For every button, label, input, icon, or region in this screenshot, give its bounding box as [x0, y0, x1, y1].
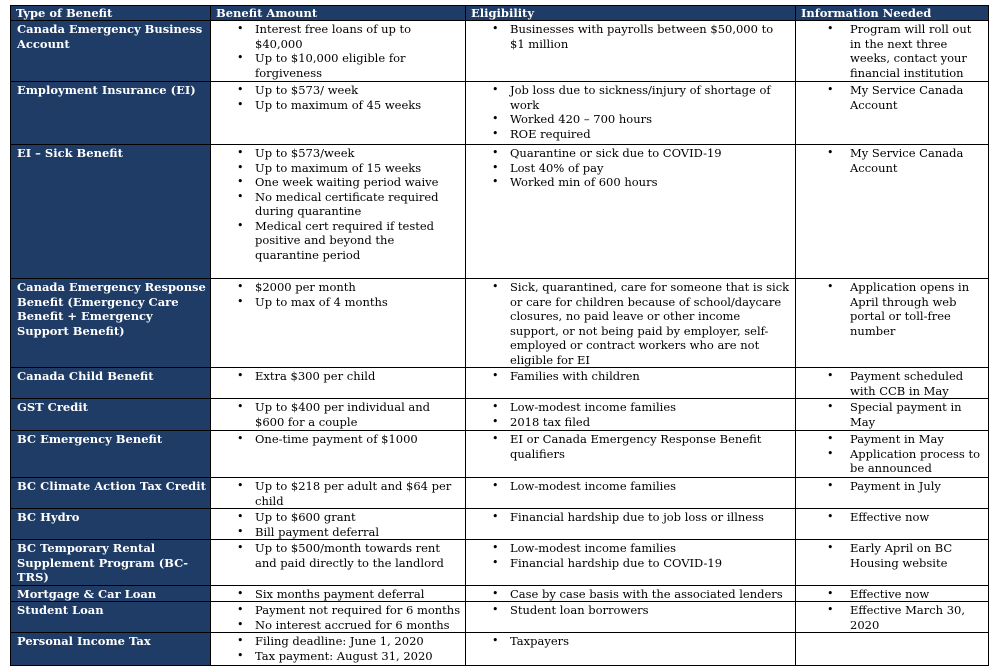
bullet-item: • Application process to be announced	[800, 447, 984, 476]
eligibility-cell	[466, 368, 796, 399]
bullet-item: • EI or Canada Emergency Response Benefit qualifiers	[470, 432, 791, 461]
header-benefit-amount: Benefit Amount	[211, 6, 466, 21]
information-needed-cell	[796, 368, 989, 399]
eligibility-cell	[466, 540, 796, 586]
bullet-list	[470, 603, 791, 618]
bullet-item: • Effective now	[800, 587, 984, 602]
bullet-item: • Effective March 30, 2020	[800, 603, 984, 632]
bullet-list	[800, 603, 984, 632]
bullet-item: • Payment in July	[800, 479, 984, 494]
eligibility-cell	[466, 21, 796, 82]
bullet-item: • Businesses with payrolls between $50,000 to $1 million	[470, 22, 791, 51]
table-row	[11, 509, 989, 540]
bullet-item: • My Service Canada Account	[800, 83, 984, 112]
bullet-item: • Payment not required for 6 months	[215, 603, 461, 618]
bullet-list	[800, 369, 984, 398]
bullet-item: • Sick, quarantined, care for someone that is sick or care for children because of school/daycare closures, no paid leave or other income support, or not being paid by employer, self-employed or contract workers who are not eligible for EI	[470, 280, 791, 367]
information-needed-cell	[796, 509, 989, 540]
benefit-type-cell: BC Emergency Benefit	[11, 431, 211, 478]
benefit-type-cell: BC Climate Action Tax Credit	[11, 478, 211, 509]
benefit-type-cell: GST Credit	[11, 399, 211, 431]
information-needed-cell	[796, 602, 989, 633]
table-row	[11, 585, 989, 602]
bullet-list	[800, 541, 984, 570]
bullet-item: • Bill payment deferral	[215, 525, 461, 540]
bullet-item: • Low-modest income families	[470, 479, 791, 494]
benefit-amount-cell	[211, 602, 466, 633]
bullet-item: • One week waiting period waive	[215, 175, 461, 190]
bullet-item: • Financial hardship due to job loss or illness	[470, 510, 791, 525]
table-row	[11, 540, 989, 586]
benefit-type-cell: Student Loan	[11, 602, 211, 633]
bullet-list	[215, 541, 461, 570]
bullet-list	[470, 510, 791, 525]
bullet-list	[800, 479, 984, 494]
information-needed-cell	[796, 399, 989, 431]
bullet-list	[215, 510, 461, 539]
bullet-list	[215, 400, 461, 429]
bullet-item: • Up to $573/week	[215, 146, 461, 161]
bullet-list	[800, 510, 984, 525]
bullet-item: • Extra $300 per child	[215, 369, 461, 384]
bullet-list	[215, 280, 461, 309]
table-row	[11, 633, 989, 666]
benefit-amount-cell	[211, 21, 466, 82]
bullet-item: • No interest accrued for 6 months	[215, 618, 461, 633]
bullet-list	[800, 22, 984, 80]
bullet-list	[470, 432, 791, 461]
information-needed-cell	[796, 82, 989, 145]
bullet-item: • Program will roll out in the next three weeks, contact your financial institution	[800, 22, 984, 80]
benefit-amount-cell	[211, 279, 466, 368]
benefit-type-cell: Employment Insurance (EI)	[11, 82, 211, 145]
bullet-list	[800, 432, 984, 476]
eligibility-cell	[466, 602, 796, 633]
bullet-list	[800, 400, 984, 429]
header-row	[11, 6, 989, 21]
bullet-list	[800, 83, 984, 112]
bullet-item: • Financial hardship due to COVID-19	[470, 556, 791, 571]
information-needed-cell	[796, 585, 989, 602]
bullet-list	[215, 369, 461, 384]
table-row	[11, 368, 989, 399]
table-row	[11, 279, 989, 368]
bullet-item: • Up to $573/ week	[215, 83, 461, 98]
bullet-list	[470, 479, 791, 494]
bullet-list	[470, 400, 791, 429]
bullet-item: • Up to $218 per adult and $64 per child	[215, 479, 461, 508]
bullet-item: • Worked min of 600 hours	[470, 175, 791, 190]
bullet-item: • Early April on BC Housing website	[800, 541, 984, 570]
bullet-item: • Tax payment: August 31, 2020	[215, 649, 461, 664]
table-row	[11, 431, 989, 478]
table-row	[11, 145, 989, 279]
bullet-list	[800, 280, 984, 338]
table-body	[11, 21, 989, 666]
bullet-list	[215, 587, 461, 602]
information-needed-cell	[796, 478, 989, 509]
header-eligibility: Eligibility	[466, 6, 796, 21]
bullet-list	[215, 603, 461, 632]
bullet-item: • Up to $400 per individual and $600 for a couple	[215, 400, 461, 429]
information-needed-cell	[796, 145, 989, 279]
benefit-amount-cell	[211, 540, 466, 586]
bullet-item: • Case by case basis with the associated lenders	[470, 587, 791, 602]
bullet-list	[215, 22, 461, 80]
header-information-needed: Information Needed	[796, 6, 989, 21]
table-row	[11, 399, 989, 431]
bullet-list	[470, 146, 791, 190]
bullet-item: • Payment scheduled with CCB in May	[800, 369, 984, 398]
eligibility-cell	[466, 399, 796, 431]
bullet-list	[470, 83, 791, 141]
benefit-amount-cell	[211, 509, 466, 540]
benefit-amount-cell	[211, 368, 466, 399]
benefit-type-cell: Mortgage & Car Loan	[11, 585, 211, 602]
bullet-item: • Application opens in April through web portal or toll-free number	[800, 280, 984, 338]
bullet-item: • Up to $10,000 eligible for forgiveness	[215, 51, 461, 80]
bullet-item: • 2018 tax filed	[470, 415, 791, 430]
bullet-item: • No medical certificate required during quarantine	[215, 190, 461, 219]
eligibility-cell	[466, 431, 796, 478]
bullet-list	[470, 541, 791, 570]
table-row	[11, 602, 989, 633]
bullet-list	[470, 634, 791, 649]
benefit-amount-cell	[211, 82, 466, 145]
bullet-item: • My Service Canada Account	[800, 146, 984, 175]
table-row	[11, 478, 989, 509]
bullet-list	[470, 22, 791, 51]
benefit-type-cell: Personal Income Tax	[11, 633, 211, 666]
bullet-list	[800, 587, 984, 602]
bullet-item: • Medical cert required if tested positive and beyond the quarantine period	[215, 219, 461, 263]
information-needed-cell	[796, 431, 989, 478]
benefit-type-cell: BC Temporary Rental Supplement Program (BC-TRS)	[11, 540, 211, 586]
benefit-type-cell: EI – Sick Benefit	[11, 145, 211, 279]
information-needed-cell	[796, 279, 989, 368]
bullet-item: • Low-modest income families	[470, 541, 791, 556]
benefit-type-cell: Canada Emergency Response Benefit (Emergency Care Benefit + Emergency Support Benefit)	[11, 279, 211, 368]
bullet-item: • Lost 40% of pay	[470, 161, 791, 176]
eligibility-cell	[466, 633, 796, 666]
bullet-item: • Worked 420 – 700 hours	[470, 112, 791, 127]
bullet-list	[800, 146, 984, 175]
benefit-amount-cell	[211, 399, 466, 431]
information-needed-cell	[796, 21, 989, 82]
eligibility-cell	[466, 82, 796, 145]
information-needed-cell	[796, 540, 989, 586]
bullet-list	[215, 146, 461, 262]
bullet-list	[470, 369, 791, 384]
bullet-item: • Interest free loans of up to $40,000	[215, 22, 461, 51]
benefit-amount-cell	[211, 585, 466, 602]
bullet-item: • Up to max of 4 months	[215, 295, 461, 310]
bullet-item: • Up to maximum of 15 weeks	[215, 161, 461, 176]
bullet-item: • Up to $600 grant	[215, 510, 461, 525]
bullet-list	[215, 83, 461, 112]
table-row	[11, 21, 989, 82]
bullet-item: • Payment in May	[800, 432, 984, 447]
bullet-item: • ROE required	[470, 127, 791, 142]
bullet-item: • Filing deadline: June 1, 2020	[215, 634, 461, 649]
bullet-item: • Taxpayers	[470, 634, 791, 649]
eligibility-cell	[466, 145, 796, 279]
bullet-list	[470, 280, 791, 367]
bullet-item: • Six months payment deferral	[215, 587, 461, 602]
benefit-type-cell: Canada Child Benefit	[11, 368, 211, 399]
bullet-list	[215, 479, 461, 508]
table-row	[11, 82, 989, 145]
bullet-list	[215, 634, 461, 663]
header-type-of-benefit: Type of Benefit	[11, 6, 211, 21]
eligibility-cell	[466, 509, 796, 540]
bullet-item: • Special payment in May	[800, 400, 984, 429]
eligibility-cell	[466, 478, 796, 509]
benefit-amount-cell	[211, 145, 466, 279]
bullet-item: • Quarantine or sick due to COVID-19	[470, 146, 791, 161]
benefit-type-cell: Canada Emergency Business Account	[11, 21, 211, 82]
benefit-amount-cell	[211, 478, 466, 509]
benefits-table	[10, 5, 989, 666]
bullet-item: • Low-modest income families	[470, 400, 791, 415]
bullet-item: • Up to $500/month towards rent and paid directly to the landlord	[215, 541, 461, 570]
eligibility-cell	[466, 279, 796, 368]
benefit-amount-cell	[211, 633, 466, 666]
bullet-item: • Student loan borrowers	[470, 603, 791, 618]
eligibility-cell	[466, 585, 796, 602]
bullet-item: • $2000 per month	[215, 280, 461, 295]
benefit-type-cell: BC Hydro	[11, 509, 211, 540]
benefit-amount-cell	[211, 431, 466, 478]
bullet-item: • Families with children	[470, 369, 791, 384]
bullet-item: • Job loss due to sickness/injury of shortage of work	[470, 83, 791, 112]
bullet-item: • One-time payment of $1000	[215, 432, 461, 447]
bullet-list	[470, 587, 791, 602]
information-needed-cell	[796, 633, 989, 666]
bullet-list	[215, 432, 461, 447]
bullet-item: • Up to maximum of 45 weeks	[215, 98, 461, 113]
bullet-item: • Effective now	[800, 510, 984, 525]
